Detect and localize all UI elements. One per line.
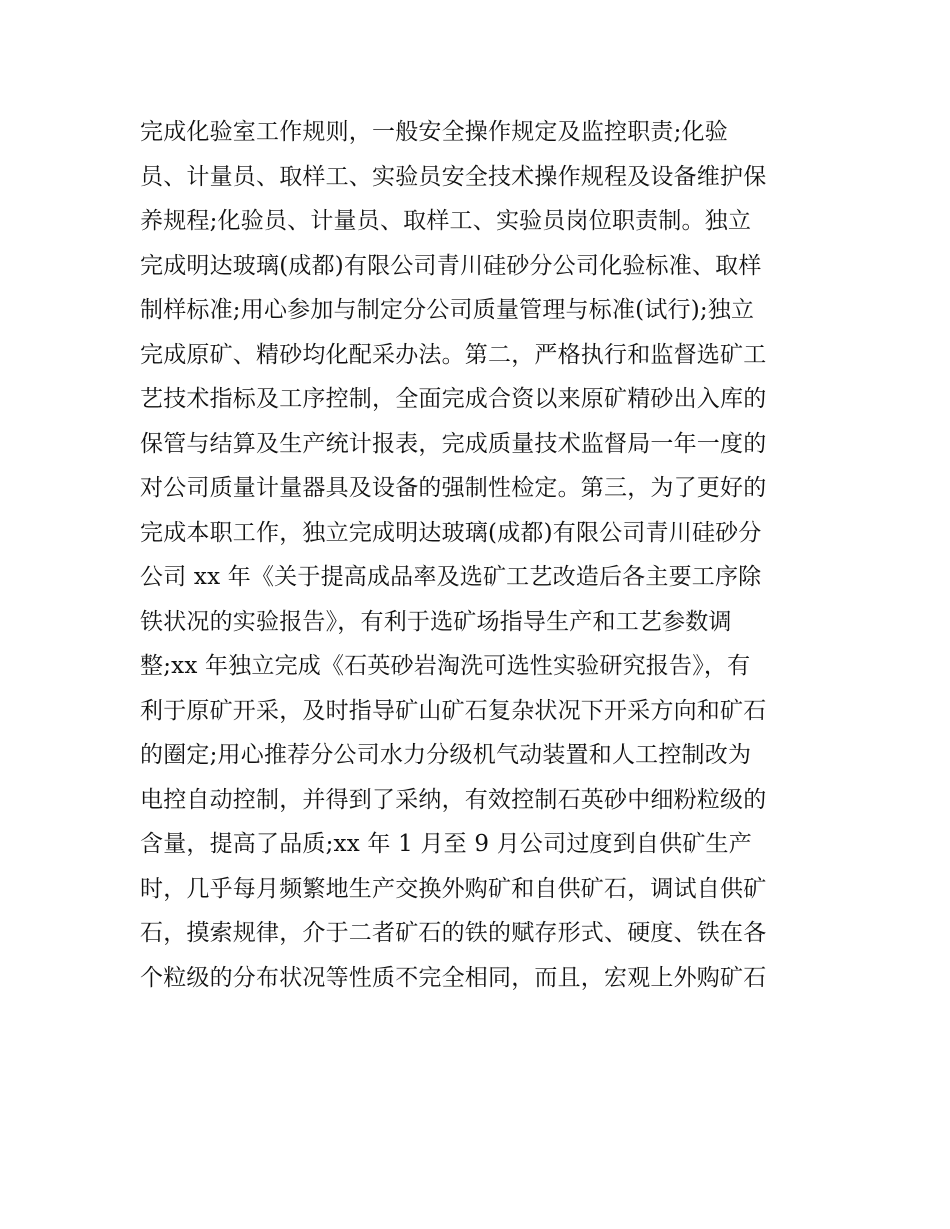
text-line: 员、计量员、取样工、实验员安全技术操作规程及设备维护保 — [140, 163, 767, 190]
text-line: 整;xx 年独立完成《石英砂岩淘洗可选性实验研究报告》，有 — [140, 653, 751, 679]
text-line: 的圈定;用心推荐分公司水力分级机气动装置和人工控制改为 — [140, 742, 752, 768]
text-line: 制样标准;用心参加与制定分公司质量管理与标准(试行);独立 — [140, 297, 755, 323]
text-line: 电控自动控制，并得到了采纳，有效控制石英砂中细粉粒级的 — [140, 786, 767, 813]
text-line: 完成原矿、精砂均化配采办法。第二，严格执行和监督选矿工 — [140, 341, 767, 368]
text-line: 对公司质量计量器具及设备的强制性检定。第三，为了更好的 — [140, 475, 767, 501]
text-line: 艺技术指标及工序控制，全面完成合资以来原矿精砂出入库的 — [140, 386, 767, 412]
text-line: 个粒级的分布状况等性质不完全相同，而且，宏观上外购矿石 — [140, 964, 767, 991]
body-text — [140, 110, 820, 1000]
text-line: 完成明达玻璃(成都)有限公司青川硅砂分公司化验标准、取样 — [140, 252, 762, 279]
text-line: 含量，提高了品质;xx 年 1 月至 9 月公司过度到自供矿生产 — [140, 831, 752, 857]
text-line: 公司 xx 年《关于提高成品率及选矿工艺改造后各主要工序除 — [140, 564, 762, 590]
text-line: 利于原矿开采，及时指导矿山矿石复杂状况下开采方向和矿石 — [140, 697, 767, 724]
text-line: 铁状况的实验报告》，有利于选矿场指导生产和工艺参数调 — [140, 608, 732, 635]
text-line: 完成本职工作，独立完成明达玻璃(成都)有限公司青川硅砂分 — [140, 519, 762, 546]
text-line: 石，摸索规律，介于二者矿石的铁的赋存形式、硬度、铁在各 — [140, 920, 767, 946]
text-line: 完成化验室工作规则，一般安全操作规定及监控职责;化验 — [140, 119, 728, 145]
text-line: 时，几乎每月频繁地生产交换外购矿和自供矿石，调试自供矿 — [140, 875, 767, 902]
text-line: 保管与结算及生产统计报表，完成质量技术监督局一年一度的 — [140, 430, 767, 457]
text-line: 养规程;化验员、计量员、取样工、实验员岗位职责制。独立 — [140, 208, 752, 234]
